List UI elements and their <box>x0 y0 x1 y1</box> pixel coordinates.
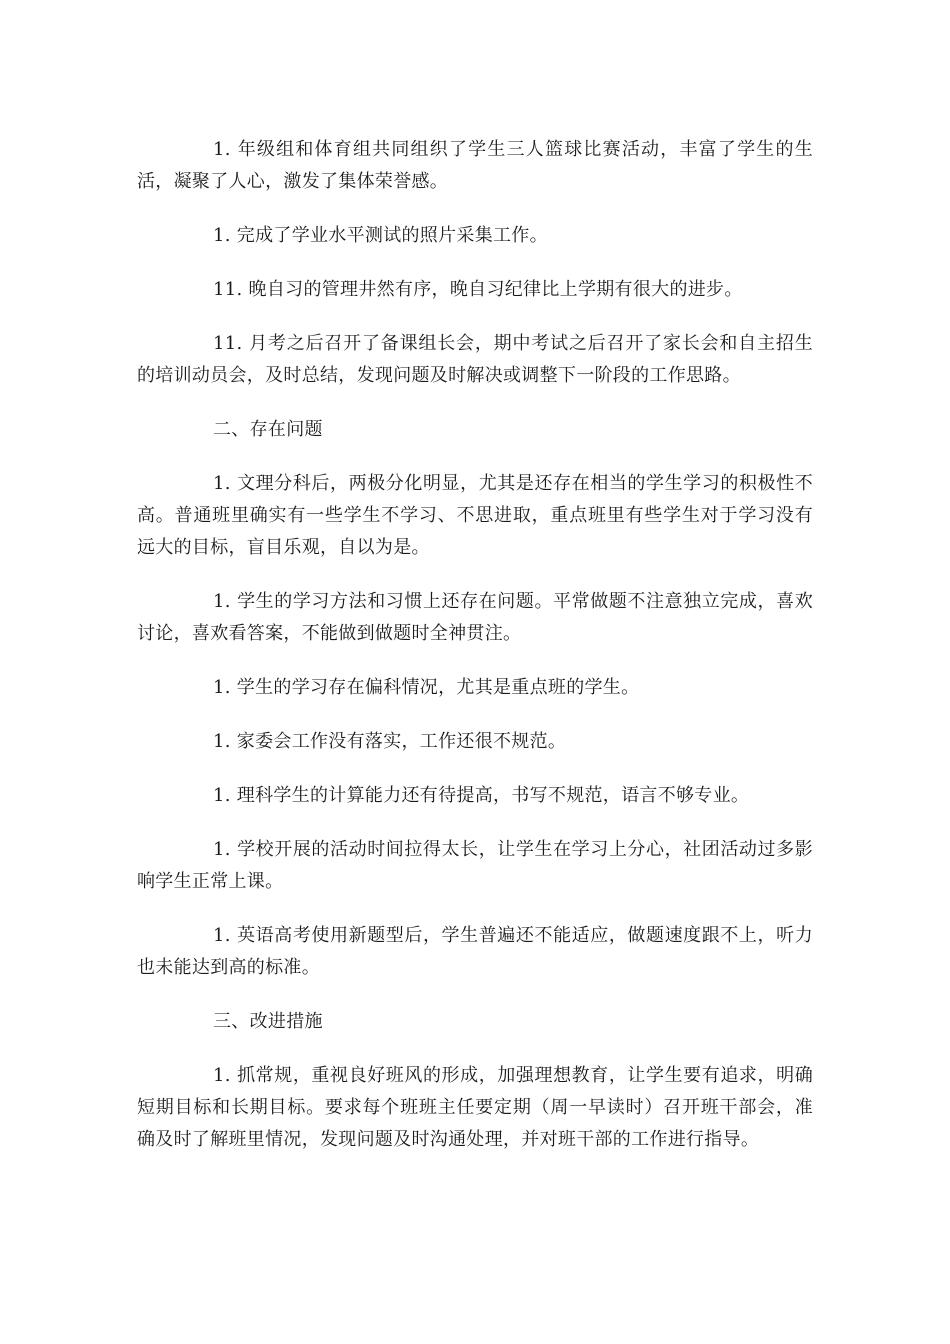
paragraph-meetings: 11. 月考之后召开了备课组长会，期中考试之后召开了家长会和自主招生的培训动员会，及时总结，发现问题及时解决或调整下一阶段的工作思路。 <box>137 333 813 386</box>
problem-item: 1. 理科学生的计算能力还有待提高，书写不规范，语言不够专业。 <box>213 785 750 806</box>
document-body <box>137 134 813 1178</box>
section-heading-problems: 二、存在问题 <box>213 419 323 440</box>
section-heading-improvements: 三、改进措施 <box>213 1011 323 1032</box>
paragraph-evening-study: 11. 晚自习的管理井然有序，晚自习纪律比上学期有很大的进步。 <box>213 279 743 300</box>
problem-item: 1. 文理分科后，两极分化明显，尤其是还存在相当的学生学习的积极性不高。普通班里确实有一些学生不学习、不思进取，重点班里有些学生对于学习没有远大的目标，盲目乐观，自以为是。 <box>137 473 813 558</box>
improvement-item: 1. 抓常规，重视良好班风的形成，加强理想教育，让学生要有追求，明确短期目标和长期目标。要求每个班班主任要定期（周一早读时）召开班干部会，准确及时了解班里情况，发现问题及时沟通处理，并对班干部的工作进行指导。 <box>137 1065 813 1150</box>
paragraph-photo-collection: 1. 完成了学业水平测试的照片采集工作。 <box>213 225 548 246</box>
problem-item: 1. 英语高考使用新题型后，学生普遍还不能适应，做题速度跟不上，听力也未能达到高的标准。 <box>137 925 813 978</box>
problem-item: 1. 学生的学习方法和习惯上还存在问题。平常做题不注意独立完成，喜欢讨论，喜欢看答案，不能做到做题时全神贯注。 <box>137 591 813 644</box>
problem-item: 1. 家委会工作没有落实，工作还很不规范。 <box>213 731 567 752</box>
problem-item: 1. 学校开展的活动时间拉得太长，让学生在学习上分心，社团活动过多影响学生正常上课。 <box>137 839 813 892</box>
problem-item: 1. 学生的学习存在偏科情况，尤其是重点班的学生。 <box>213 677 640 698</box>
paragraph-basketball-activity: 1. 年级组和体育组共同组织了学生三人篮球比赛活动，丰富了学生的生活，凝聚了人心，激发了集体荣誉感。 <box>137 139 813 192</box>
